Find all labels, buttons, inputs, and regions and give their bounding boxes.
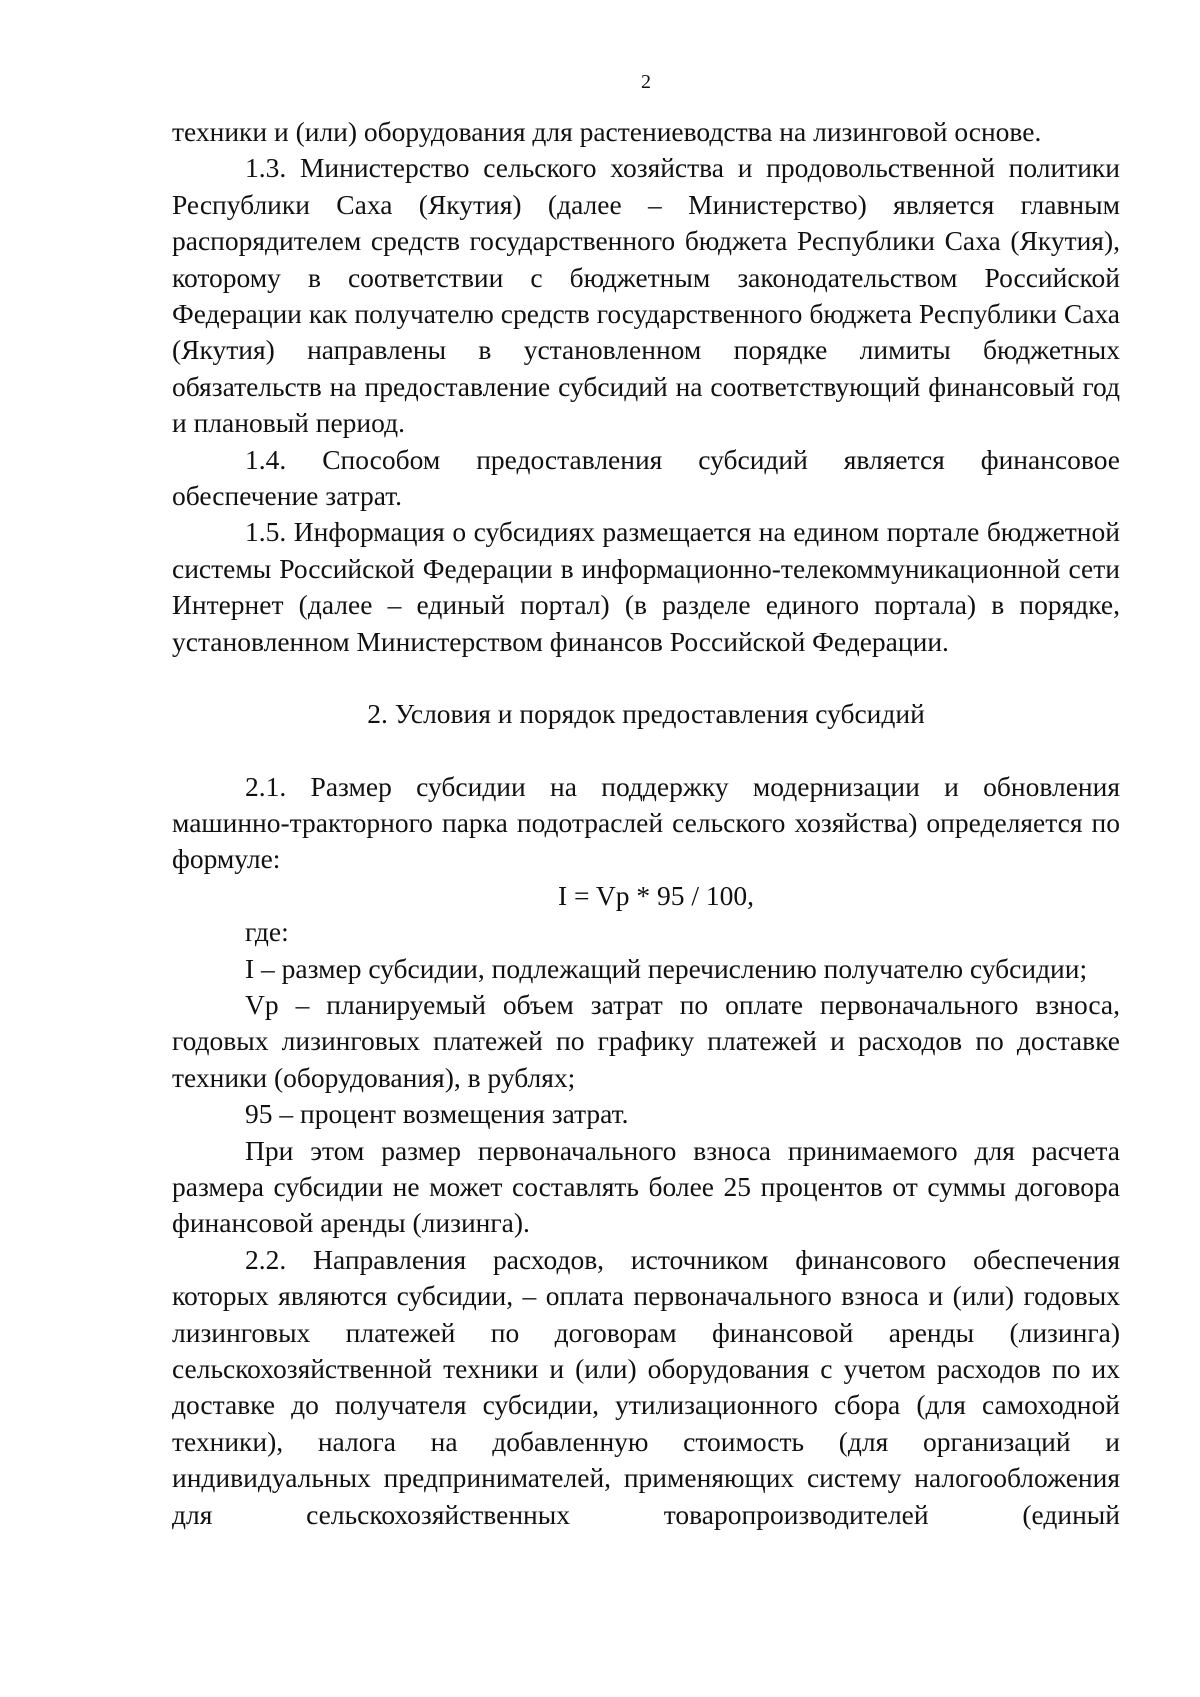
page-number: 2: [641, 71, 651, 93]
document-page: [172, 62, 1120, 1533]
paragraph-note: При этом размер первоначального взноса принимаемого для расчета размера субсидии не может составлять более 25 процентов от суммы договора финансовой аренды (лизинга).: [172, 1134, 1120, 1239]
where-label: где:: [245, 916, 289, 948]
section-heading: 2. Условия и порядок предоставления субсидий: [367, 698, 925, 730]
paragraph-continuation: техники и (или) оборудования для растениеводства на лизинговой основе.: [172, 116, 1042, 147]
paragraph-2-1: 2.1. Размер субсидии на поддержку модернизации и обновления машинно-тракторного парка подотраслей сельского хозяйства) определяется по формуле:: [172, 770, 1120, 875]
definition-vp: Vp – планируемый объем затрат по оплате первоначального взноса, годовых лизинговых платежей по графику платежей и расходов по доставке техники (оборудования), в рублях;: [172, 988, 1120, 1093]
subsidy-formula: I = Vp * 95 / 100,: [557, 879, 755, 911]
definition-i: I – размер субсидии, подлежащий перечислению получателю субсидии;: [245, 952, 1088, 984]
paragraph-2-2: 2.2. Направления расходов, источником финансового обеспечения которых являются субсидии, – оплата первоначального взноса и (или) годовых лизинговых платежей по договорам финансовой аренды (лизинга) сельскохозяйственной техники и (или) оборудования с учетом расходов по их доставке до получателя субсидии, утилизационного сбора (для самоходной техники), налога на добавленную стоимость (для организаций и индивидуальных предпринимателей, применяющих систему налогообложения для сельскохозяйственных товаропроизводителей (единый: [172, 1243, 1120, 1530]
paragraph-1-5: 1.5. Информация о субсидиях размещается на едином портале бюджетной системы Российской Федерации в информационно-телекоммуникационной сети Интернет (далее – единый портал) (в разделе единого портала) в порядке, установленном Министерством финансов Российской Федерации.: [172, 516, 1120, 657]
paragraph-1-3: 1.3. Министерство сельского хозяйства и продовольственной политики Республики Саха (Якутия) (далее – Министерство) является главным распорядителем средств государственного бюджета Республики Саха (Якутия), которому в соответствии с бюджетным законодательством Российской Федерации как получателю средств государственного бюджета Республики Саха (Якутия) направлены в установленном порядке лимиты бюджетных обязательств на предоставление субсидий на соответствующий финансовый год и плановый период.: [172, 152, 1120, 439]
definition-95: 95 – процент возмещения затрат.: [245, 1098, 629, 1130]
paragraph-1-4: 1.4. Способом предоставления субсидий является финансовое обеспечение затрат.: [172, 443, 1120, 512]
